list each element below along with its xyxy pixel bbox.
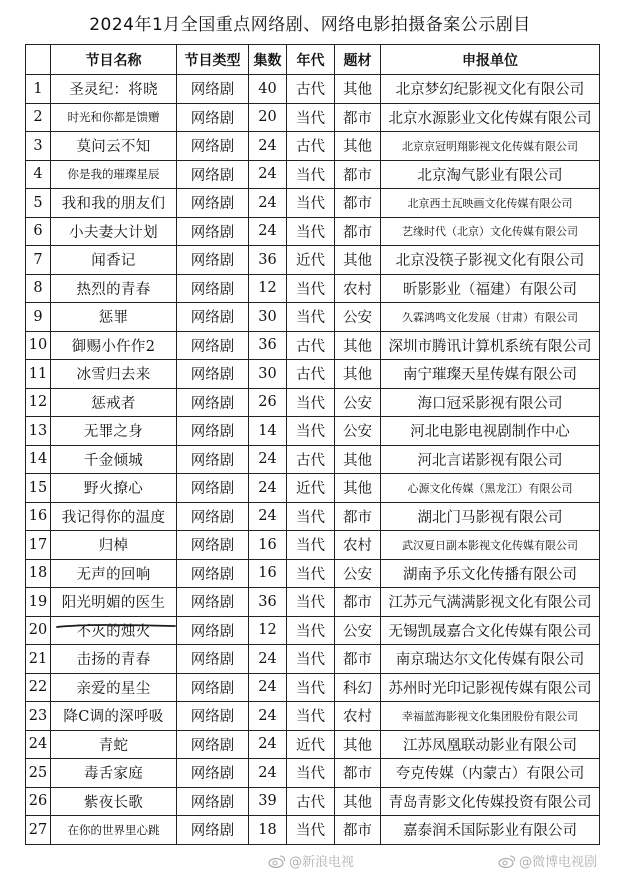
cell-no: 11 xyxy=(26,360,51,389)
cell-genre: 其他 xyxy=(335,331,381,360)
table-row xyxy=(26,702,600,731)
cell-episodes: 12 xyxy=(249,274,287,303)
cell-episodes: 24 xyxy=(249,502,287,531)
cell-genre: 公安 xyxy=(335,303,381,332)
cell-era: 当代 xyxy=(287,816,335,845)
cell-unit: 北京水源影业文化传媒有限公司 xyxy=(381,103,600,132)
cell-genre: 都市 xyxy=(335,816,381,845)
cell-genre: 公安 xyxy=(335,559,381,588)
cell-name: 莫问云不知 xyxy=(51,132,177,161)
handwritten-underline xyxy=(55,622,177,630)
table-row xyxy=(26,388,600,417)
cell-type: 网络剧 xyxy=(177,759,249,788)
table-row xyxy=(26,103,600,132)
filing-table xyxy=(25,44,600,845)
cell-type: 网络剧 xyxy=(177,787,249,816)
cell-era: 当代 xyxy=(287,274,335,303)
cell-name: 闻香记 xyxy=(51,246,177,275)
table-row xyxy=(26,75,600,104)
cell-era: 当代 xyxy=(287,417,335,446)
cell-genre: 都市 xyxy=(335,160,381,189)
cell-type: 网络剧 xyxy=(177,645,249,674)
cell-episodes: 16 xyxy=(249,559,287,588)
cell-name: 无声的回响 xyxy=(51,559,177,588)
cell-era: 古代 xyxy=(287,360,335,389)
cell-episodes: 36 xyxy=(249,588,287,617)
cell-episodes: 39 xyxy=(249,787,287,816)
table-row xyxy=(26,759,600,788)
cell-era: 当代 xyxy=(287,702,335,731)
cell-name: 你是我的璀璨星辰 xyxy=(51,160,177,189)
table-header-row xyxy=(26,45,600,75)
cell-era: 当代 xyxy=(287,759,335,788)
cell-episodes: 24 xyxy=(249,217,287,246)
cell-unit: 北京梦幻纪影视文化有限公司 xyxy=(381,75,600,104)
cell-genre: 公安 xyxy=(335,616,381,645)
cell-type: 网络剧 xyxy=(177,702,249,731)
cell-no: 16 xyxy=(26,502,51,531)
cell-type: 网络剧 xyxy=(177,132,249,161)
cell-type: 网络剧 xyxy=(177,816,249,845)
cell-no: 7 xyxy=(26,246,51,275)
cell-name: 圣灵纪：将晓 xyxy=(51,75,177,104)
cell-genre: 公安 xyxy=(335,417,381,446)
cell-no: 5 xyxy=(26,189,51,218)
cell-type: 网络剧 xyxy=(177,388,249,417)
table-row xyxy=(26,616,600,645)
cell-no: 12 xyxy=(26,388,51,417)
cell-unit: 久霖鸿鸣文化发展（甘肃）有限公司 xyxy=(381,303,600,332)
weibo-logo-icon xyxy=(498,854,516,868)
cell-era: 古代 xyxy=(287,75,335,104)
cell-era: 当代 xyxy=(287,217,335,246)
cell-era: 当代 xyxy=(287,502,335,531)
cell-type: 网络剧 xyxy=(177,160,249,189)
table-row xyxy=(26,787,600,816)
cell-type: 网络剧 xyxy=(177,559,249,588)
cell-name: 在你的世界里心跳 xyxy=(51,816,177,845)
cell-genre: 其他 xyxy=(335,474,381,503)
cell-no: 4 xyxy=(26,160,51,189)
cell-episodes: 24 xyxy=(249,759,287,788)
cell-episodes: 40 xyxy=(249,75,287,104)
cell-no: 9 xyxy=(26,303,51,332)
cell-type: 网络剧 xyxy=(177,189,249,218)
header-era: 年代 xyxy=(287,45,335,75)
header-genre: 题材 xyxy=(335,45,381,75)
cell-unit: 江苏凤凰联动影业有限公司 xyxy=(381,730,600,759)
cell-era: 当代 xyxy=(287,103,335,132)
table-row xyxy=(26,274,600,303)
cell-genre: 其他 xyxy=(335,730,381,759)
cell-unit: 艺缘时代（北京）文化传媒有限公司 xyxy=(381,217,600,246)
cell-no: 19 xyxy=(26,588,51,617)
table-row xyxy=(26,730,600,759)
cell-unit: 南京瑞达尔文化传媒有限公司 xyxy=(381,645,600,674)
cell-genre: 农村 xyxy=(335,274,381,303)
cell-genre: 都市 xyxy=(335,759,381,788)
table-row xyxy=(26,189,600,218)
watermark-right-text: @微博电视剧 xyxy=(519,855,598,870)
table-row xyxy=(26,360,600,389)
cell-type: 网络剧 xyxy=(177,331,249,360)
cell-era: 当代 xyxy=(287,616,335,645)
watermark-left-text: @新浪电视 xyxy=(289,855,355,870)
cell-genre: 其他 xyxy=(335,246,381,275)
cell-type: 网络剧 xyxy=(177,360,249,389)
cell-episodes: 24 xyxy=(249,702,287,731)
cell-episodes: 30 xyxy=(249,360,287,389)
cell-no: 18 xyxy=(26,559,51,588)
cell-no: 14 xyxy=(26,445,51,474)
cell-unit: 北京京冠明翔影视文化传媒有限公司 xyxy=(381,132,600,161)
cell-era: 古代 xyxy=(287,787,335,816)
table-row xyxy=(26,445,600,474)
header-episodes: 集数 xyxy=(249,45,287,75)
cell-era: 当代 xyxy=(287,388,335,417)
cell-type: 网络剧 xyxy=(177,103,249,132)
cell-era: 当代 xyxy=(287,645,335,674)
cell-type: 网络剧 xyxy=(177,531,249,560)
table-row xyxy=(26,132,600,161)
cell-era: 近代 xyxy=(287,730,335,759)
cell-no: 8 xyxy=(26,274,51,303)
cell-no: 22 xyxy=(26,673,51,702)
cell-type: 网络剧 xyxy=(177,417,249,446)
cell-unit: 心源文化传媒（黑龙江）有限公司 xyxy=(381,474,600,503)
table-row xyxy=(26,588,600,617)
cell-name: 冰雪归去来 xyxy=(51,360,177,389)
cell-type: 网络剧 xyxy=(177,673,249,702)
cell-episodes: 24 xyxy=(249,189,287,218)
cell-name: 归棹 xyxy=(51,531,177,560)
cell-name: 御赐小仵作2 xyxy=(51,331,177,360)
cell-no: 10 xyxy=(26,331,51,360)
cell-era: 当代 xyxy=(287,559,335,588)
table-row xyxy=(26,474,600,503)
header-name: 节目名称 xyxy=(51,45,177,75)
cell-genre: 科幻 xyxy=(335,673,381,702)
cell-episodes: 24 xyxy=(249,673,287,702)
cell-genre: 其他 xyxy=(335,787,381,816)
cell-genre: 农村 xyxy=(335,531,381,560)
cell-type: 网络剧 xyxy=(177,588,249,617)
cell-unit: 北京淘气影业有限公司 xyxy=(381,160,600,189)
header-type: 节目类型 xyxy=(177,45,249,75)
cell-type: 网络剧 xyxy=(177,246,249,275)
cell-episodes: 24 xyxy=(249,132,287,161)
cell-no: 2 xyxy=(26,103,51,132)
cell-episodes: 36 xyxy=(249,246,287,275)
cell-name: 青蛇 xyxy=(51,730,177,759)
table-row xyxy=(26,246,600,275)
cell-episodes: 24 xyxy=(249,160,287,189)
cell-name: 亲爱的星尘 xyxy=(51,673,177,702)
watermark-right xyxy=(498,851,597,870)
cell-name: 野火撩心 xyxy=(51,474,177,503)
table-row xyxy=(26,645,600,674)
cell-no: 26 xyxy=(26,787,51,816)
cell-type: 网络剧 xyxy=(177,730,249,759)
cell-no: 13 xyxy=(26,417,51,446)
table-row xyxy=(26,160,600,189)
cell-unit: 北京西土瓦映画文化传媒有限公司 xyxy=(381,189,600,218)
cell-name: 我和我的朋友们 xyxy=(51,189,177,218)
header-unit: 申报单位 xyxy=(381,45,600,75)
cell-episodes: 24 xyxy=(249,474,287,503)
cell-genre: 农村 xyxy=(335,702,381,731)
table-row xyxy=(26,559,600,588)
cell-name: 小夫妻大计划 xyxy=(51,217,177,246)
cell-unit: 青岛青影文化传媒投资有限公司 xyxy=(381,787,600,816)
cell-no: 6 xyxy=(26,217,51,246)
table-row xyxy=(26,217,600,246)
cell-unit: 武汉夏日副本影视文化传媒有限公司 xyxy=(381,531,600,560)
cell-genre: 都市 xyxy=(335,502,381,531)
cell-unit: 河北言诺影视有限公司 xyxy=(381,445,600,474)
cell-type: 网络剧 xyxy=(177,502,249,531)
cell-era: 当代 xyxy=(287,673,335,702)
cell-name: 无罪之身 xyxy=(51,417,177,446)
cell-unit: 北京没筷子影视文化有限公司 xyxy=(381,246,600,275)
cell-type: 网络剧 xyxy=(177,303,249,332)
cell-episodes: 24 xyxy=(249,730,287,759)
weibo-logo-icon xyxy=(268,854,286,868)
cell-no: 15 xyxy=(26,474,51,503)
cell-unit: 湖北门马影视有限公司 xyxy=(381,502,600,531)
table-row xyxy=(26,502,600,531)
cell-era: 当代 xyxy=(287,160,335,189)
cell-genre: 都市 xyxy=(335,103,381,132)
cell-name: 惩戒者 xyxy=(51,388,177,417)
cell-episodes: 36 xyxy=(249,331,287,360)
cell-name: 阳光明媚的医生 xyxy=(51,588,177,617)
table-body xyxy=(26,75,600,845)
cell-unit: 深圳市腾讯计算机系统有限公司 xyxy=(381,331,600,360)
cell-episodes: 26 xyxy=(249,388,287,417)
cell-unit: 河北电影电视剧制作中心 xyxy=(381,417,600,446)
cell-era: 当代 xyxy=(287,189,335,218)
cell-era: 近代 xyxy=(287,474,335,503)
cell-genre: 都市 xyxy=(335,645,381,674)
cell-name: 热烈的青春 xyxy=(51,274,177,303)
cell-episodes: 14 xyxy=(249,417,287,446)
cell-episodes: 30 xyxy=(249,303,287,332)
cell-no: 21 xyxy=(26,645,51,674)
page-title: 2024年1月全国重点网络剧、网络电影拍摄备案公示剧目 xyxy=(89,15,531,35)
cell-no: 20 xyxy=(26,616,51,645)
cell-name: 千金倾城 xyxy=(51,445,177,474)
cell-name: 我记得你的温度 xyxy=(51,502,177,531)
cell-era: 当代 xyxy=(287,588,335,617)
cell-genre: 其他 xyxy=(335,132,381,161)
cell-unit: 海口冠采影视有限公司 xyxy=(381,388,600,417)
table-row xyxy=(26,816,600,845)
cell-era: 古代 xyxy=(287,132,335,161)
cell-genre: 其他 xyxy=(335,75,381,104)
cell-unit: 湖南予乐文化传播有限公司 xyxy=(381,559,600,588)
cell-name: 紫夜长歌 xyxy=(51,787,177,816)
cell-no: 17 xyxy=(26,531,51,560)
cell-name: 毒舌家庭 xyxy=(51,759,177,788)
cell-genre: 其他 xyxy=(335,360,381,389)
cell-type: 网络剧 xyxy=(177,445,249,474)
cell-episodes: 24 xyxy=(249,445,287,474)
cell-era: 近代 xyxy=(287,246,335,275)
cell-episodes: 20 xyxy=(249,103,287,132)
cell-era: 当代 xyxy=(287,303,335,332)
cell-unit: 夸克传媒（内蒙古）有限公司 xyxy=(381,759,600,788)
cell-unit: 南宁璀璨天星传媒有限公司 xyxy=(381,360,600,389)
cell-no: 24 xyxy=(26,730,51,759)
table-row xyxy=(26,331,600,360)
cell-genre: 都市 xyxy=(335,588,381,617)
cell-name: 击扬的青春 xyxy=(51,645,177,674)
cell-no: 27 xyxy=(26,816,51,845)
cell-no: 1 xyxy=(26,75,51,104)
cell-genre: 公安 xyxy=(335,388,381,417)
table-row xyxy=(26,303,600,332)
cell-era: 古代 xyxy=(287,331,335,360)
cell-genre: 都市 xyxy=(335,217,381,246)
cell-type: 网络剧 xyxy=(177,217,249,246)
cell-episodes: 16 xyxy=(249,531,287,560)
cell-type: 网络剧 xyxy=(177,474,249,503)
cell-unit: 苏州时光印记影视传媒有限公司 xyxy=(381,673,600,702)
cell-era: 古代 xyxy=(287,445,335,474)
watermark-left xyxy=(268,851,354,870)
cell-no: 23 xyxy=(26,702,51,731)
table-row xyxy=(26,531,600,560)
table-row xyxy=(26,417,600,446)
cell-no: 3 xyxy=(26,132,51,161)
table-row xyxy=(26,673,600,702)
cell-episodes: 12 xyxy=(249,616,287,645)
cell-type: 网络剧 xyxy=(177,616,249,645)
cell-unit: 嘉泰润禾国际影业有限公司 xyxy=(381,816,600,845)
cell-genre: 其他 xyxy=(335,445,381,474)
cell-type: 网络剧 xyxy=(177,75,249,104)
cell-name: 降C调的深呼吸 xyxy=(51,702,177,731)
cell-type: 网络剧 xyxy=(177,274,249,303)
cell-unit: 无锡凯晟嘉合文化传媒有限公司 xyxy=(381,616,600,645)
header-no xyxy=(26,45,51,75)
cell-name: 时光和你都是馈赠 xyxy=(51,103,177,132)
cell-era: 当代 xyxy=(287,531,335,560)
cell-name: 不灭的烛火 xyxy=(51,616,177,645)
cell-name: 惩罪 xyxy=(51,303,177,332)
cell-unit: 幸福蓝海影视文化集团股份有限公司 xyxy=(381,702,600,731)
cell-episodes: 24 xyxy=(249,645,287,674)
cell-genre: 都市 xyxy=(335,189,381,218)
cell-unit: 昕影影业（福建）有限公司 xyxy=(381,274,600,303)
cell-unit: 江苏元气满满影视文化有限公司 xyxy=(381,588,600,617)
cell-episodes: 18 xyxy=(249,816,287,845)
cell-no: 25 xyxy=(26,759,51,788)
